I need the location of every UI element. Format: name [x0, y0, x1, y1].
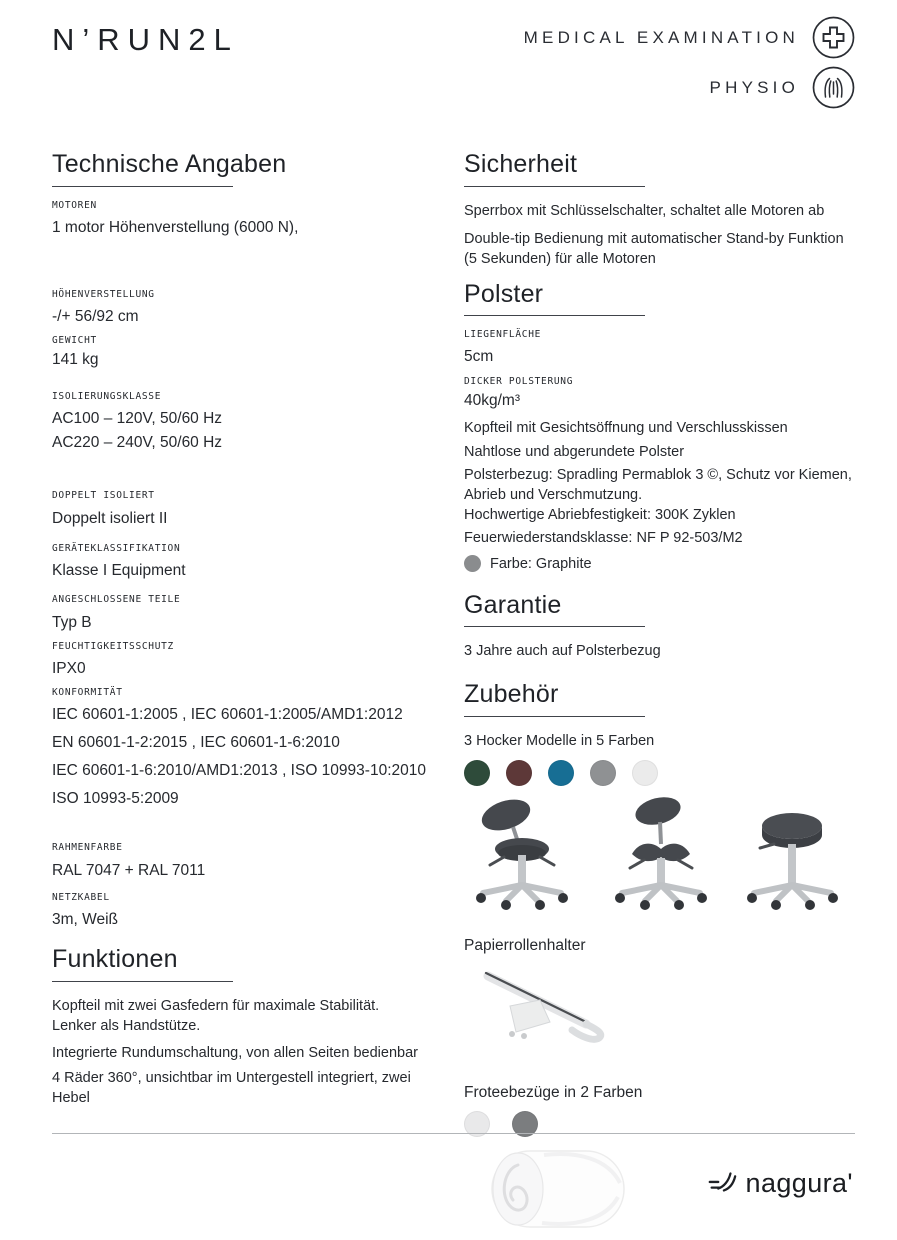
naggura-logo-icon: [706, 1165, 738, 1202]
right-column: [464, 151, 855, 1240]
spec-value: 5cm: [464, 348, 494, 366]
hocker-color-swatches: [464, 760, 855, 786]
graphite-color-swatch: [464, 555, 481, 572]
medical-examination-label: MEDICAL EXAMINATION: [523, 27, 799, 47]
spec-gewicht: [52, 336, 442, 369]
spec-label: NETZKABEL: [52, 891, 110, 903]
section-underline: [464, 186, 645, 187]
sicherheit-line: (5 Sekunden) für alle Motoren: [464, 250, 656, 267]
spec-hoehenverstellung: [52, 290, 442, 327]
spec-geraeteklassifikation: [52, 544, 442, 581]
hocker-color-swatch-green: [464, 760, 490, 786]
spec-value: 1 motor Höhenverstellung (6000 N),: [52, 218, 299, 236]
hocker-color-swatch-gray: [590, 760, 616, 786]
section-underline: [52, 186, 233, 187]
page-header: [52, 16, 855, 109]
naggura-logo-text: naggura': [745, 1168, 853, 1198]
hocker-color-swatch-maroon: [506, 760, 532, 786]
section-underline: [464, 315, 645, 316]
spec-label: GEWICHT: [52, 335, 97, 347]
zubehoer-title: Zubehör: [464, 680, 559, 709]
funktionen-title: Funktionen: [52, 945, 178, 974]
spec-value: IEC 60601-1:2005 , IEC 60601-1:2005/AMD1:2012: [52, 706, 403, 724]
farbe-label: Farbe: Graphite: [490, 555, 592, 572]
section-funktionen: [52, 946, 442, 1108]
spec-dicker-polsterung: [464, 377, 855, 410]
spec-value: AC100 – 120V, 50/60 Hz: [52, 410, 223, 428]
section-polster: [464, 281, 855, 574]
technische-angaben-title: Technische Angaben: [52, 150, 287, 178]
hocker-color-swatch-light: [632, 760, 658, 786]
polster-paragraph: Kopfteil mit Gesichtsöffnung und Verschlusskissen: [464, 419, 788, 436]
spec-label: KONFORMITÄT: [52, 687, 123, 698]
hocker-caption: 3 Hocker Modelle in 5 Farben: [464, 732, 655, 749]
spec-label: GERÄTEKLASSIFIKATION: [52, 542, 181, 554]
polster-paragraph: Nahtlose und abgerundete Polster: [464, 443, 685, 460]
polster-line: Polsterbezug: Spradling Permablok 3 ©, Schutz vor Kiemen,: [464, 466, 852, 483]
polster-paragraph: [464, 465, 855, 525]
spec-value: 141 kg: [52, 350, 99, 368]
spec-value: Typ B: [52, 613, 92, 631]
spec-value: -/+ 56/92 cm: [52, 308, 139, 326]
footer-divider: [52, 1133, 855, 1134]
frotee-caption: Froteebezüge in 2 Farben: [464, 1083, 643, 1101]
spec-angeschlossene-teile: [52, 595, 442, 632]
sicherheit-line: Double-tip Bedienung mit automatischer Stand-by Funktion: [464, 230, 844, 247]
spec-label: ANGESCHLOSSENE TEILE: [52, 594, 181, 606]
medical-cross-icon: [812, 16, 855, 59]
spec-doppelt-isoliert: [52, 491, 442, 528]
physio-body-icon: [812, 66, 855, 109]
garantie-paragraph: 3 Jahre auch auf Polsterbezug: [464, 643, 661, 660]
funktionen-paragraph: 4 Räder 360°, unsichtbar im Untergestell integriert, zwei Hebel: [52, 1069, 411, 1106]
papierrollenhalter-image: [474, 964, 855, 1051]
spec-value: Doppelt isoliert II: [52, 509, 168, 527]
spec-netzkabel: [52, 893, 442, 930]
spec-label: DICKER POLSTERUNG: [464, 376, 574, 388]
spec-motoren: [52, 201, 442, 238]
garantie-title: Garantie: [464, 590, 562, 619]
category-badges: [524, 16, 855, 109]
section-technische-angaben: [52, 151, 442, 930]
spec-label: LIEGENFLÄCHE: [464, 329, 542, 340]
spec-label: MOTOREN: [52, 199, 97, 211]
footer-brand: [706, 1165, 853, 1202]
stool-model-2-saddle-image: [602, 796, 720, 910]
spec-label: RAHMENFARBE: [52, 842, 123, 854]
hocker-color-swatch-teal: [548, 760, 574, 786]
papierrollenhalter-caption: Papierrollenhalter: [464, 936, 586, 954]
section-sicherheit: [464, 151, 855, 269]
funktionen-paragraph: Integrierte Rundumschaltung, von allen Seiten bedienbar: [52, 1044, 418, 1061]
spec-value: IEC 60601-1-6:2010/AMD1:2013 , ISO 10993-10:2010: [52, 762, 426, 780]
sicherheit-title: Sicherheit: [464, 150, 578, 178]
spec-value: 3m, Weiß: [52, 911, 119, 929]
funktionen-line: Kopfteil mit zwei Gasfedern für maximale Stabilität.: [52, 997, 380, 1014]
spec-value: Klasse I Equipment: [52, 562, 186, 580]
spec-feuchtigkeitsschutz: [52, 642, 442, 679]
section-underline: [464, 716, 645, 717]
spec-value: AC220 – 240V, 50/60 Hz: [52, 434, 223, 452]
badge-medical-examination: [524, 16, 855, 59]
funktionen-paragraph: [52, 996, 442, 1036]
farbe-graphite-row: [464, 554, 855, 574]
spec-value: ISO 10993-5:2009: [52, 790, 179, 808]
section-garantie: [464, 592, 855, 662]
stool-model-1-image: [464, 796, 582, 910]
left-column: [52, 151, 442, 1240]
section-underline: [464, 626, 645, 627]
spec-label: DOPPELT ISOLIERT: [52, 490, 155, 502]
spec-rahmenfarbe: [52, 843, 442, 880]
spec-value: 40kg/m³: [464, 391, 520, 409]
stool-model-3-round-image: [740, 796, 844, 910]
polster-line: Hochwertige Abriebfestigkeit: 300K Zyklen: [464, 506, 736, 523]
sicherheit-paragraph: [464, 229, 855, 269]
spec-value: EN 60601-1-2:2015 , IEC 60601-1-6:2010: [52, 734, 340, 752]
polster-paragraph: Feuerwiederstandsklasse: NF P 92-503/M2: [464, 529, 743, 546]
spec-value: RAL 7047 + RAL 7011: [52, 861, 206, 879]
spec-label: ISOLIERUNGSKLASSE: [52, 390, 162, 402]
polster-line: Abrieb und Verschmutzung.: [464, 486, 643, 503]
badge-physio: [710, 66, 855, 109]
physio-label: PHYSIO: [709, 77, 799, 97]
stool-images-row: [464, 796, 855, 910]
section-zubehoer: [464, 681, 855, 1240]
sicherheit-paragraph: Sperrbox mit Schlüsselschalter, schaltet alle Motoren ab: [464, 202, 825, 219]
spec-label: HÖHENVERSTELLUNG: [52, 288, 155, 300]
product-title: N’RUN2L: [52, 22, 239, 57]
polster-title: Polster: [464, 279, 544, 308]
spec-value: IPX0: [52, 660, 86, 677]
content-columns: [52, 151, 855, 1240]
spec-label: FEUCHTIGKEITSSCHUTZ: [52, 640, 174, 652]
spec-liegenflaeche: [464, 330, 855, 367]
spec-konformitaet: [52, 688, 442, 809]
spec-isolierungsklasse: [52, 392, 442, 453]
funktionen-line: Lenker als Handstütze.: [52, 1017, 201, 1034]
section-underline: [52, 981, 233, 982]
